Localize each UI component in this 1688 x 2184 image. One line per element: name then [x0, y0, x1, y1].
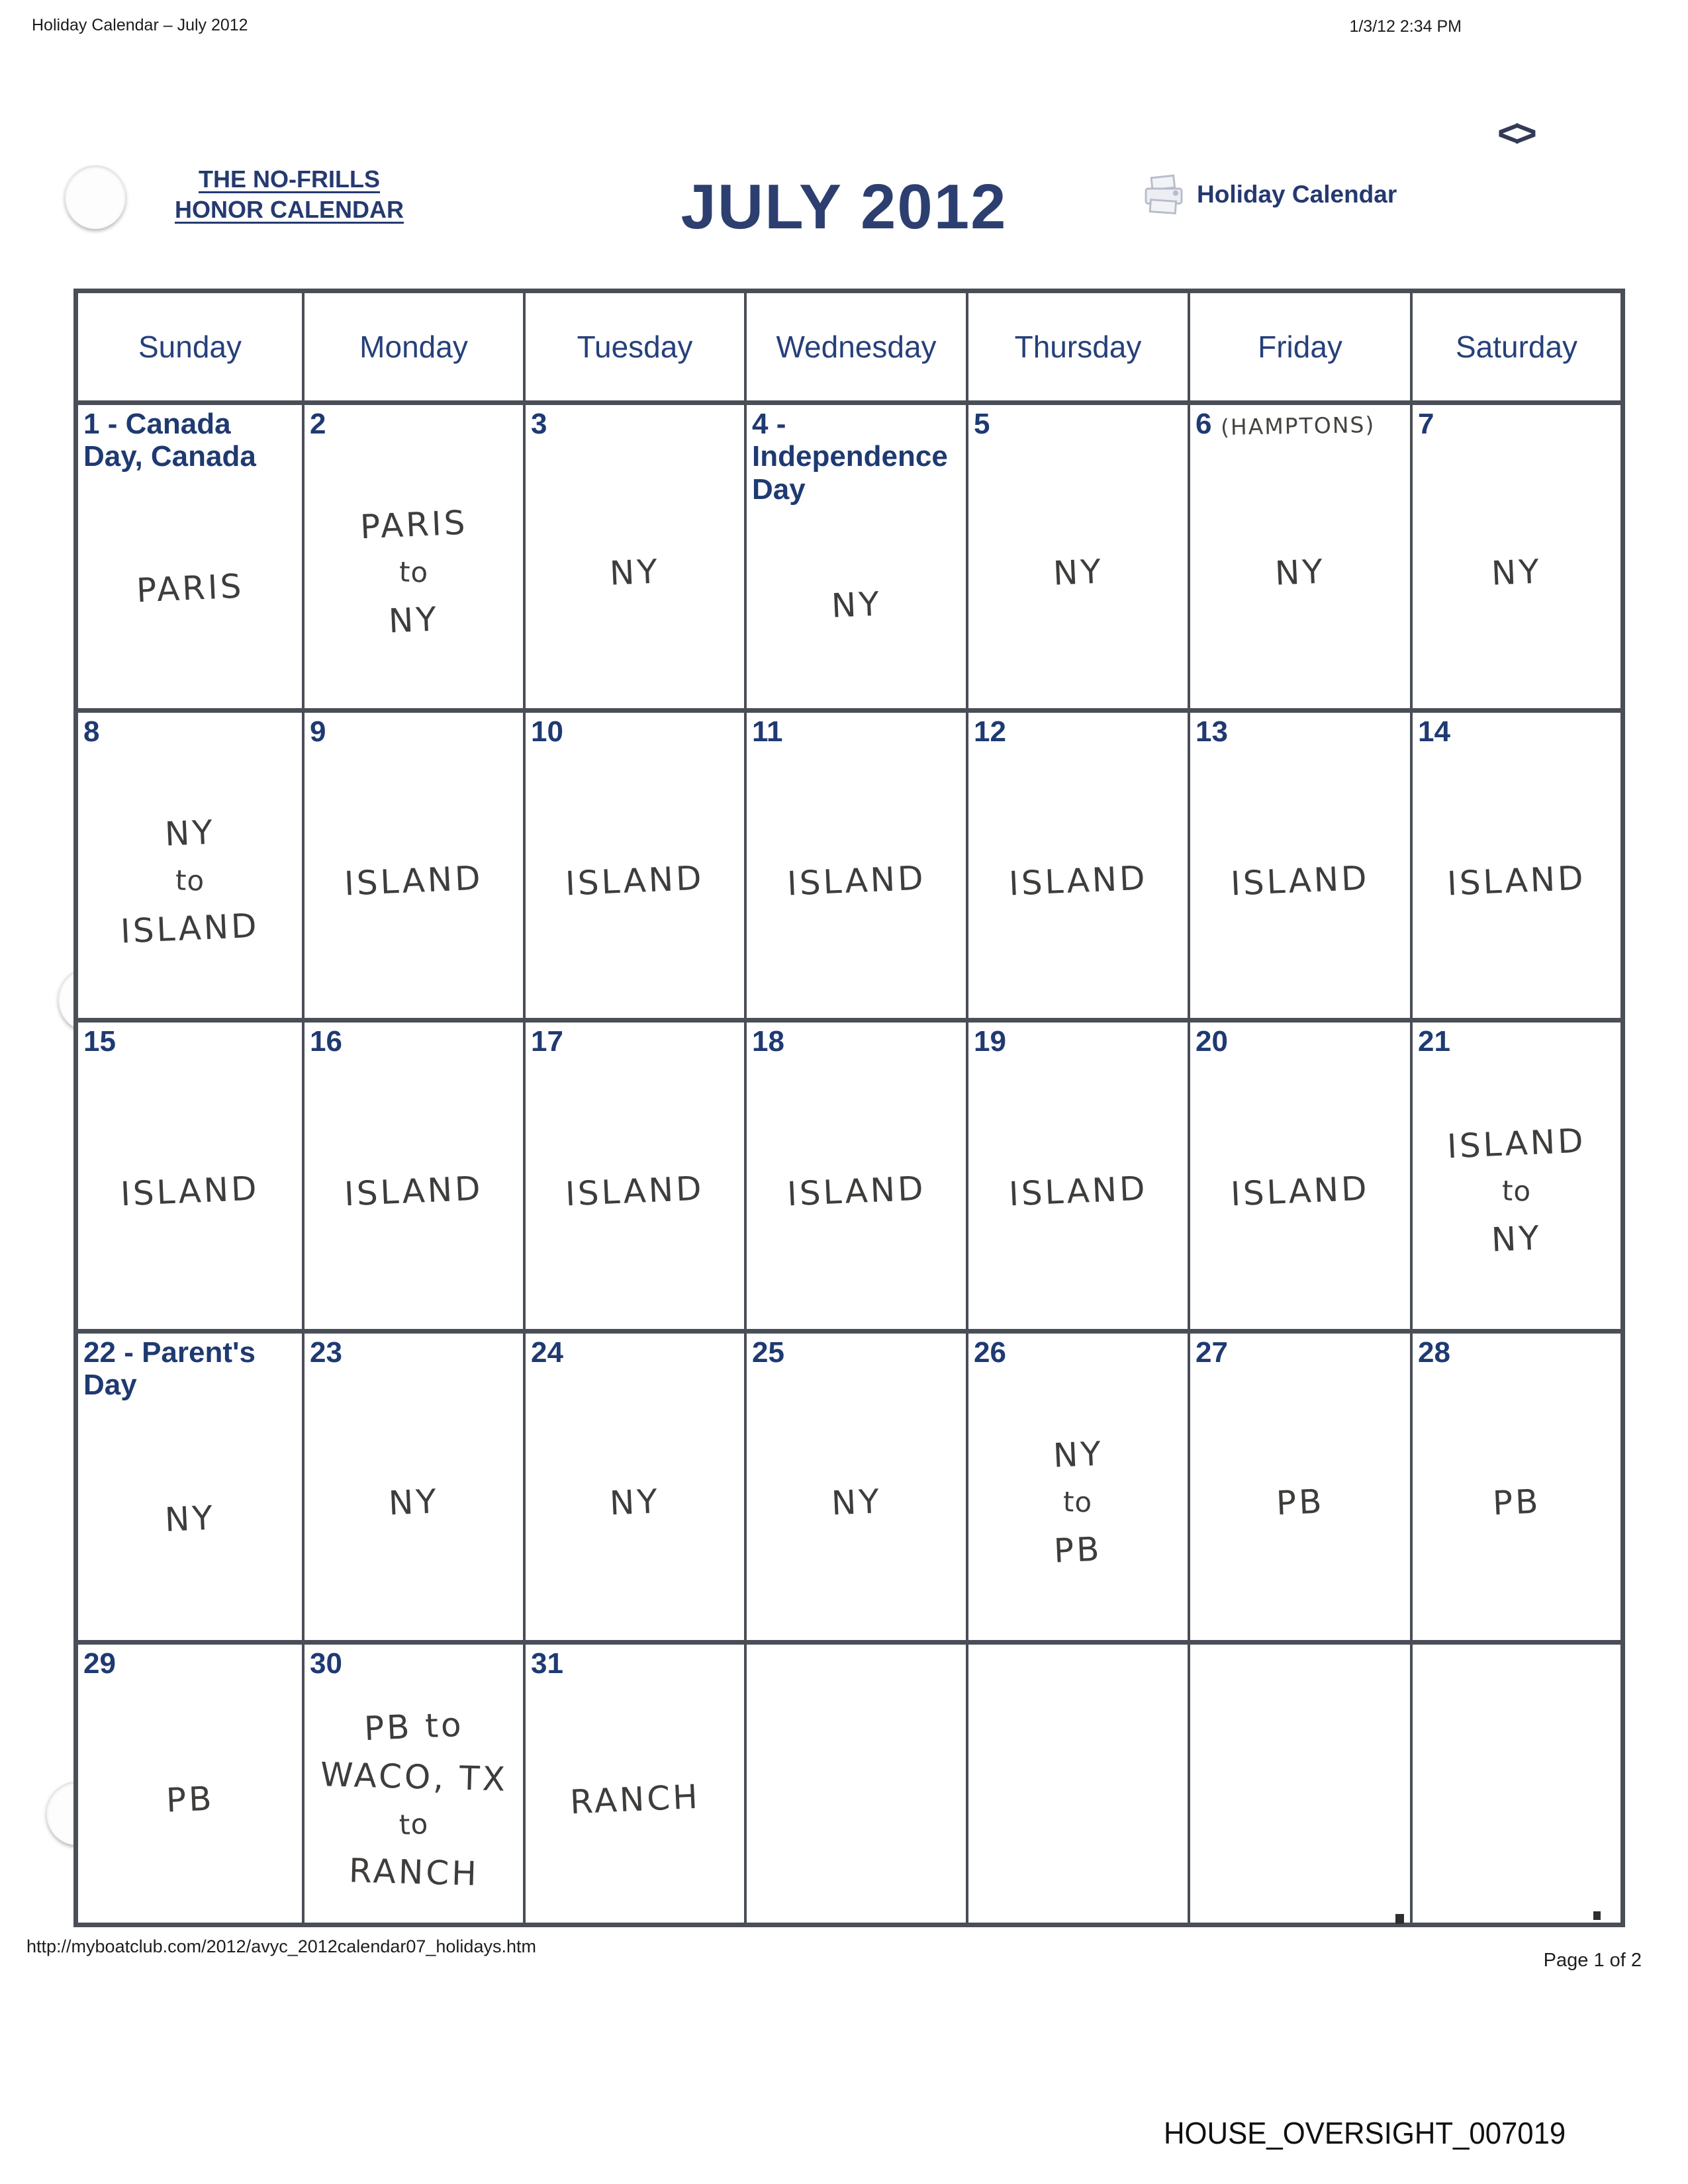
date-line	[752, 408, 961, 506]
printer-icon	[1140, 171, 1188, 218]
calendar-grid	[73, 289, 1625, 1927]
date-number: 3	[531, 408, 547, 440]
day-header-friday	[1190, 293, 1413, 405]
print-link-area	[1140, 171, 1397, 218]
handwritten-notes	[1418, 1647, 1615, 1919]
calendar-day-cell	[968, 405, 1190, 713]
date-number: 20	[1196, 1025, 1228, 1058]
handwritten-note: NY	[830, 584, 882, 625]
day-header-saturday	[1413, 293, 1620, 405]
handwritten-notes	[83, 1402, 297, 1636]
handwritten-notes	[310, 1058, 518, 1325]
date-number: 16	[310, 1025, 342, 1058]
handwritten-note: PB	[1275, 1482, 1325, 1523]
date-number: 22	[83, 1336, 116, 1369]
calendar-day-cell	[1190, 1023, 1413, 1334]
handwritten-notes	[310, 1369, 518, 1636]
handwritten-notes	[1196, 1647, 1405, 1919]
calendar-day-cell	[968, 1334, 1190, 1645]
date-number: 17	[531, 1025, 563, 1058]
day-header-label: Thursday	[1014, 330, 1142, 364]
date-number: 2	[310, 408, 326, 440]
handwritten-note: ISLAND	[565, 1169, 705, 1214]
handwritten-notes	[1196, 748, 1405, 1014]
calendar-day-cell	[747, 1334, 968, 1645]
date-number: 11	[752, 715, 783, 748]
source-url: http://myboatclub.com/2012/avyc_2012calendar07_holidays.htm	[26, 1936, 536, 1956]
date-number: 9	[310, 715, 326, 748]
handwritten-notes	[974, 1647, 1182, 1919]
date-number: 10	[531, 715, 563, 748]
handwritten-notes	[974, 748, 1182, 1014]
date-line	[83, 1336, 297, 1402]
calendar-day-cell	[305, 1334, 526, 1645]
page-indicator: Page 1 of 2	[1543, 1950, 1642, 1971]
holiday-label: - Independence Day	[752, 408, 948, 506]
handwritten-notes	[83, 748, 297, 1014]
handwritten-note: NY	[830, 1482, 882, 1523]
date-number: 30	[310, 1647, 342, 1680]
page-title: JULY 2012	[680, 171, 1008, 242]
calendar-day-cell	[526, 1023, 747, 1334]
handwritten-note: to	[399, 555, 429, 589]
handwritten-note: ISLAND	[344, 858, 484, 903]
handwritten-notes	[752, 1369, 961, 1636]
date-line	[752, 1336, 961, 1369]
calendar-day-cell	[968, 1645, 1190, 1923]
handwritten-note: WACO, TX	[319, 1754, 508, 1799]
handwritten-note: PB	[1491, 1482, 1542, 1523]
day-header-label: Tuesday	[577, 330, 693, 364]
date-line	[83, 1647, 297, 1680]
date-line	[1418, 715, 1615, 748]
scan-artifact	[1395, 1914, 1404, 1924]
print-link-label: Holiday Calendar	[1197, 181, 1397, 208]
handwritten-notes	[1418, 1369, 1615, 1636]
calendar-day-cell	[1413, 405, 1620, 713]
handwritten-notes	[974, 1369, 1182, 1636]
tagline-line1: THE NO-FRILLS	[199, 165, 380, 193]
calendar-day-cell	[968, 1023, 1190, 1334]
handwritten-notes	[1196, 1369, 1405, 1636]
handwritten-note: ISLAND	[786, 858, 927, 903]
handwritten-note: PB	[165, 1779, 215, 1820]
bates-stamp: HOUSE_OVERSIGHT_007019	[1164, 2116, 1566, 2150]
date-line	[310, 1336, 518, 1369]
date-line	[531, 1025, 739, 1058]
handwritten-notes	[1196, 440, 1405, 704]
date-number: 29	[83, 1647, 116, 1680]
date-number: 4	[752, 408, 769, 440]
date-line	[1196, 408, 1405, 440]
date-number: 18	[752, 1025, 784, 1058]
day-header-label: Friday	[1258, 330, 1342, 364]
handwritten-notes	[1418, 748, 1615, 1014]
date-number: 28	[1418, 1336, 1450, 1369]
handwritten-note: NY	[1274, 551, 1327, 593]
calendar-day-cell	[747, 1023, 968, 1334]
calendar-day-cell	[747, 713, 968, 1023]
day-header-sunday	[78, 293, 305, 405]
handwritten-note: ISLAND	[1008, 858, 1149, 903]
handwritten-note: NY	[608, 1482, 661, 1523]
date-line	[531, 408, 739, 440]
tagline-line2: HONOR CALENDAR	[175, 196, 404, 224]
date-line	[1196, 1025, 1405, 1058]
handwritten-notes	[752, 1058, 961, 1325]
calendar-day-cell	[78, 405, 305, 713]
date-number: 31	[531, 1647, 563, 1680]
handwritten-notes	[752, 506, 961, 704]
calendar-day-cell	[305, 405, 526, 713]
calendar-day-cell	[526, 1334, 747, 1645]
date-number: 21	[1418, 1025, 1450, 1058]
handwritten-note: to	[398, 1807, 430, 1841]
handwritten-notes	[974, 1058, 1182, 1325]
calendar-day-cell	[1413, 1023, 1620, 1334]
handwritten-note: NY	[387, 1482, 440, 1523]
date-line	[974, 715, 1182, 748]
handwritten-notes	[1418, 440, 1615, 704]
date-number: 27	[1196, 1336, 1228, 1369]
handwritten-note: NY	[164, 813, 216, 854]
calendar-day-cell	[1190, 1334, 1413, 1645]
calendar-day-cell	[526, 1645, 747, 1923]
day-header-wednesday	[747, 293, 968, 405]
calendar-day-cell	[1190, 1645, 1413, 1923]
handwritten-notes	[310, 1680, 518, 1919]
handwritten-note: ISLAND	[1446, 1121, 1587, 1166]
handwritten-note: to	[1062, 1485, 1094, 1519]
date-number: 5	[974, 408, 990, 440]
calendar-day-cell	[747, 405, 968, 713]
calendar-day-cell	[1190, 713, 1413, 1023]
day-header-label: Wednesday	[776, 330, 937, 364]
date-line	[310, 1025, 518, 1058]
handwritten-notes	[310, 440, 518, 704]
handwritten-note: RANCH	[348, 1851, 480, 1893]
handwritten-notes	[531, 1680, 739, 1919]
date-line	[1418, 408, 1615, 440]
calendar-day-cell	[747, 1645, 968, 1923]
date-line	[974, 408, 1182, 440]
handwritten-note: PB to	[363, 1705, 465, 1748]
handwritten-note: to	[1501, 1174, 1532, 1208]
scan-artifact	[1593, 1911, 1601, 1920]
date-number: 1	[83, 408, 100, 440]
handwritten-notes	[531, 440, 739, 704]
handwritten-notes	[1418, 1058, 1615, 1325]
date-line	[531, 1647, 739, 1680]
date-line	[1418, 1336, 1615, 1369]
handwritten-note: ISLAND	[786, 1169, 927, 1214]
handwritten-notes	[752, 748, 961, 1014]
handwritten-note: ISLAND	[344, 1169, 484, 1214]
date-number: 24	[531, 1336, 563, 1369]
date-line	[310, 715, 518, 748]
day-header-label: Saturday	[1455, 330, 1578, 364]
handwritten-note: NY	[1052, 551, 1104, 593]
calendar-day-cell	[1413, 1334, 1620, 1645]
handwritten-notes	[83, 1058, 297, 1325]
handwritten-note: ISLAND	[120, 1169, 260, 1214]
handwritten-notes	[1196, 1058, 1405, 1325]
calendar-day-cell	[1413, 1645, 1620, 1923]
date-line	[531, 715, 739, 748]
calendar-day-cell	[1190, 405, 1413, 713]
calendar-day-cell	[78, 1645, 305, 1923]
handwritten-note: ISLAND	[120, 906, 260, 951]
date-line	[752, 715, 961, 748]
day-header-monday	[305, 293, 526, 405]
holiday-label: - Canada Day, Canada	[83, 408, 256, 473]
calendar-day-cell	[526, 713, 747, 1023]
handwritten-note: PB	[1053, 1529, 1103, 1570]
handwritten-note: NY	[1490, 551, 1543, 593]
handwritten-notes	[83, 1680, 297, 1919]
nav-arrows-icon: <>	[1497, 112, 1532, 155]
date-line	[1196, 715, 1405, 748]
handwritten-note: NY	[1490, 1218, 1543, 1259]
holiday-label: - Parent's Day	[83, 1336, 256, 1402]
date-line	[1418, 1025, 1615, 1058]
date-line	[974, 1336, 1182, 1369]
handwritten-note: PARIS	[135, 567, 245, 610]
date-number: 19	[974, 1025, 1006, 1058]
handwritten-notes	[83, 473, 297, 704]
handwritten-notes	[310, 748, 518, 1014]
date-number: 25	[752, 1336, 784, 1369]
day-header-thursday	[968, 293, 1190, 405]
handwritten-note: RANCH	[569, 1777, 701, 1821]
date-line	[310, 408, 518, 440]
handwritten-notes	[974, 440, 1182, 704]
date-line	[531, 1336, 739, 1369]
date-number: 26	[974, 1336, 1006, 1369]
date-line	[83, 408, 297, 473]
document-title: Holiday Calendar – July 2012	[32, 16, 248, 34]
calendar-day-cell	[305, 1023, 526, 1334]
handwritten-note: ISLAND	[1230, 858, 1370, 903]
calendar-day-cell	[78, 1334, 305, 1645]
print-timestamp: 1/3/12 2:34 PM	[1349, 17, 1462, 36]
date-number: 23	[310, 1336, 342, 1369]
date-number: 6	[1196, 408, 1212, 440]
handwritten-note: to	[175, 864, 205, 897]
day-header-tuesday	[526, 293, 747, 405]
calendar-day-cell	[305, 1645, 526, 1923]
handwritten-note: NY	[608, 551, 661, 593]
date-number: 8	[83, 715, 100, 748]
date-number: 7	[1418, 408, 1434, 440]
calendar-day-cell	[968, 713, 1190, 1023]
date-line	[974, 1025, 1182, 1058]
handwritten-notes	[531, 1058, 739, 1325]
handwritten-note: PARIS	[359, 503, 469, 547]
day-header-label: Monday	[359, 330, 468, 364]
date-number: 13	[1196, 715, 1228, 748]
handwritten-note: NY	[387, 599, 440, 641]
handwritten-annotation: (HAMPTONS)	[1221, 411, 1376, 441]
handwritten-note: ISLAND	[1230, 1169, 1370, 1214]
date-line	[752, 1025, 961, 1058]
day-header-label: Sunday	[138, 330, 242, 364]
date-number: 15	[83, 1025, 116, 1058]
date-number: 14	[1418, 715, 1450, 748]
handwritten-note: NY	[1052, 1434, 1104, 1475]
date-line	[310, 1647, 518, 1680]
calendar-day-cell	[78, 713, 305, 1023]
handwritten-note: ISLAND	[1008, 1169, 1149, 1214]
calendar-day-cell	[305, 713, 526, 1023]
handwritten-note: ISLAND	[1446, 858, 1587, 903]
date-line	[83, 1025, 297, 1058]
handwritten-note: ISLAND	[565, 858, 705, 903]
date-line	[83, 715, 297, 748]
handwritten-notes	[531, 1369, 739, 1636]
handwritten-notes	[531, 748, 739, 1014]
calendar-day-cell	[526, 405, 747, 713]
date-number: 12	[974, 715, 1006, 748]
calendar-day-cell	[1413, 713, 1620, 1023]
calendar-day-cell	[78, 1023, 305, 1334]
handwritten-notes	[752, 1647, 961, 1919]
handwritten-note: NY	[164, 1498, 216, 1539]
date-line	[1196, 1336, 1405, 1369]
